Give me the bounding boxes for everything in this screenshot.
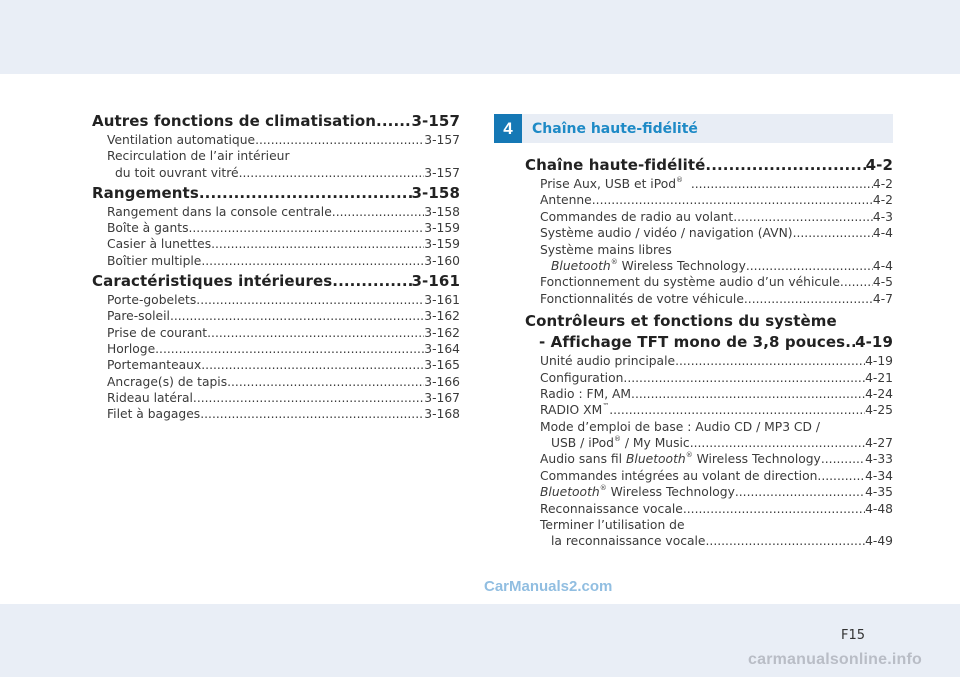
section-number: 4 [494, 114, 522, 143]
section-header [494, 114, 893, 143]
toc-entry-label: Système mains libres [540, 242, 672, 257]
toc-entry[interactable]: Boîte à gants ..... 3-159 [92, 220, 460, 236]
toc-entry[interactable]: Fonctionnalités de votre véhicule ..... 4-7 [525, 291, 893, 307]
toc-entry-label: Mode d’emploi de base : Audio CD / MP3 CD / [540, 419, 821, 434]
toc-heading[interactable]: Rangements ..... 3-158 [92, 182, 460, 204]
toc-entry[interactable]: Pare-soleil ..... 3-162 [92, 308, 460, 324]
toc-entry[interactable]: Commandes intégrées au volant de direction ..... 4-34 [525, 468, 893, 484]
toc-entry[interactable]: Rideau latéral ..... 3-167 [92, 390, 460, 406]
toc-heading-label: Contrôleurs et fonctions du système [525, 312, 837, 331]
toc-entry[interactable]: Reconnaissance vocale ..... 4-48 [525, 501, 893, 517]
toc-entry[interactable]: RADIO XM™ ..... 4-25 [525, 402, 893, 418]
toc-entry[interactable]: Rangement dans la console centrale ..... 3-158 [92, 204, 460, 220]
toc-entry[interactable]: Filet à bagages ..... 3-168 [92, 406, 460, 422]
toc-entry[interactable]: Commandes de radio au volant ..... 4-3 [525, 209, 893, 225]
toc-entry[interactable]: Antenne ..... 4-2 [525, 192, 893, 208]
toc-entry[interactable]: Prise Aux, USB et iPod® ..... 4-2 [525, 176, 893, 192]
page-number: F15 [841, 628, 866, 643]
toc-entry[interactable]: Unité audio principale ..... 4-19 [525, 353, 893, 369]
toc-entry[interactable]: la reconnaissance vocale ..... 4-49 [525, 533, 893, 549]
toc-heading[interactable]: Autres fonctions de climatisation ..... 3-157 [92, 110, 460, 132]
toc-entry[interactable]: Radio : FM, AM ..... 4-24 [525, 386, 893, 402]
toc-entry[interactable]: du toit ouvrant vitré ..... 3-157 [92, 165, 460, 181]
toc-heading[interactable]: Caractéristiques intérieures ..... 3-161 [92, 270, 460, 292]
site-watermark[interactable]: carmanualsonline.info [748, 651, 923, 668]
toc-entry[interactable]: Audio sans fil Bluetooth® Wireless Technology ..... 4-33 [525, 451, 893, 467]
toc-entry[interactable]: Fonctionnement du système audio d’un véhicule ..... 4-5 [525, 274, 893, 290]
toc-entry[interactable]: Ventilation automatique ..... 3-157 [92, 132, 460, 148]
toc-entry[interactable]: Horloge ..... 3-164 [92, 341, 460, 357]
toc-heading[interactable]: - Affichage TFT mono de 3,8 pouces ..... 4-19 [525, 332, 893, 353]
toc-left-column [92, 110, 460, 422]
toc-entry[interactable]: Ancrage(s) de tapis ..... 3-166 [92, 374, 460, 390]
toc-entry[interactable]: Casier à lunettes ..... 3-159 [92, 236, 460, 252]
toc-entry[interactable]: Prise de courant ..... 3-162 [92, 325, 460, 341]
toc-entry-label: Recirculation de l’air intérieur [107, 149, 290, 164]
toc-heading[interactable]: Chaîne haute-fidélité ..... 4-2 [525, 155, 893, 176]
watermark-logo[interactable]: CarManuals2.com [484, 578, 613, 595]
toc-entry[interactable]: Système audio / vidéo / navigation (AVN) ..... 4-4 [525, 225, 893, 241]
toc-right-column [525, 155, 893, 550]
section-title: Chaîne haute-fidélité [532, 120, 698, 137]
top-band [0, 0, 960, 74]
toc-entry-label: Terminer l’utilisation de [540, 518, 685, 533]
toc-entry[interactable]: Porte-gobelets ..... 3-161 [92, 292, 460, 308]
toc-entry[interactable]: Configuration ..... 4-21 [525, 370, 893, 386]
toc-entry[interactable]: Portemanteaux ..... 3-165 [92, 357, 460, 373]
toc-entry[interactable]: Bluetooth® Wireless Technology ..... 4-35 [525, 484, 893, 500]
toc-entry[interactable]: Boîtier multiple ..... 3-160 [92, 253, 460, 269]
toc-entry[interactable]: Bluetooth® Wireless Technology ..... 4-4 [525, 258, 893, 274]
toc-entry[interactable]: USB / iPod® / My Music ..... 4-27 [525, 435, 893, 451]
